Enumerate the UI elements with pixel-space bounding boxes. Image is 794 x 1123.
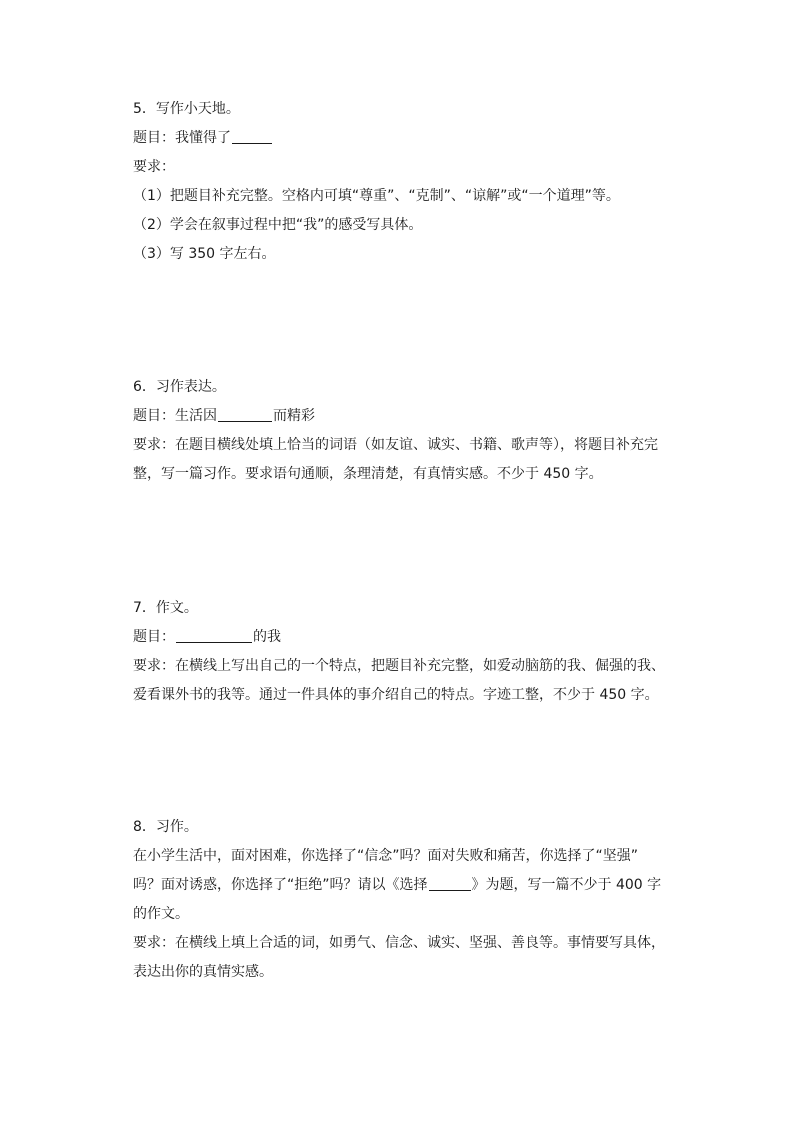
- requirements-text: 要求：在题目横线处填上恰当的词语（如友谊、诚实、书籍、歌声等），将题目补充完: [133, 437, 658, 453]
- title-prefix: 题目：我懂得了: [133, 130, 231, 146]
- question-title: [133, 402, 678, 431]
- requirements-text: 要求：在横线上写出自己的一个特点，把题目补充完整，如爱动脑筋的我、倔强的我、: [133, 658, 665, 674]
- question-heading: 7．作文。: [133, 600, 198, 616]
- question-title: [133, 124, 678, 153]
- prompt-text-post: 》为题，写一篇不少于 400 字: [471, 877, 662, 893]
- question-5: [133, 95, 678, 269]
- prompt-text: [133, 871, 678, 900]
- fill-in-blank: [232, 127, 272, 144]
- requirements-text: 爱看课外书的我等。通过一件具体的事介绍自己的特点。字迹工整，不少于 450 字。: [133, 687, 659, 703]
- title-prefix: 题目：生活因: [133, 408, 217, 424]
- requirement-item: （1）把题目补充完整。空格内可填“尊重”、“克制”、“谅解”或“一个道理”等。: [133, 188, 620, 204]
- fill-in-blank: [429, 874, 471, 891]
- fill-in-blank: [218, 405, 272, 422]
- prompt-text: 的作文。: [133, 906, 189, 922]
- title-prefix: 题目：: [133, 629, 175, 645]
- question-title: [133, 623, 678, 652]
- title-suffix: 而精彩: [273, 408, 315, 424]
- question-heading: 5．写作小天地。: [133, 101, 240, 117]
- requirements-label: 要求：: [133, 159, 175, 175]
- requirements-text: 要求：在横线上填上合适的词，如勇气、信念、诚实、坚强、善良等。事情要写具体，: [133, 935, 665, 951]
- question-8: [133, 813, 678, 987]
- prompt-text-pre: 吗？面对诱惑，你选择了“拒绝”吗？请以《选择: [133, 877, 428, 893]
- requirement-item: （3）写 350 字左右。: [133, 246, 276, 262]
- question-heading: 8．习作。: [133, 819, 198, 835]
- title-suffix: 的我: [253, 629, 281, 645]
- question-7: [133, 594, 678, 710]
- requirements-text: 表达出你的真情实感。: [133, 964, 273, 980]
- question-6: [133, 373, 678, 489]
- question-heading: 6．习作表达。: [133, 379, 226, 395]
- fill-in-blank: [176, 626, 252, 643]
- prompt-text: 在小学生活中，面对困难，你选择了“信念”吗？面对失败和痛苦，你选择了“坚强”: [133, 848, 639, 864]
- requirements-text: 整，写一篇习作。要求语句通顺，条理清楚，有真情实感。不少于 450 字。: [133, 466, 603, 482]
- requirement-item: （2）学会在叙事过程中把“我”的感受写具体。: [133, 217, 423, 233]
